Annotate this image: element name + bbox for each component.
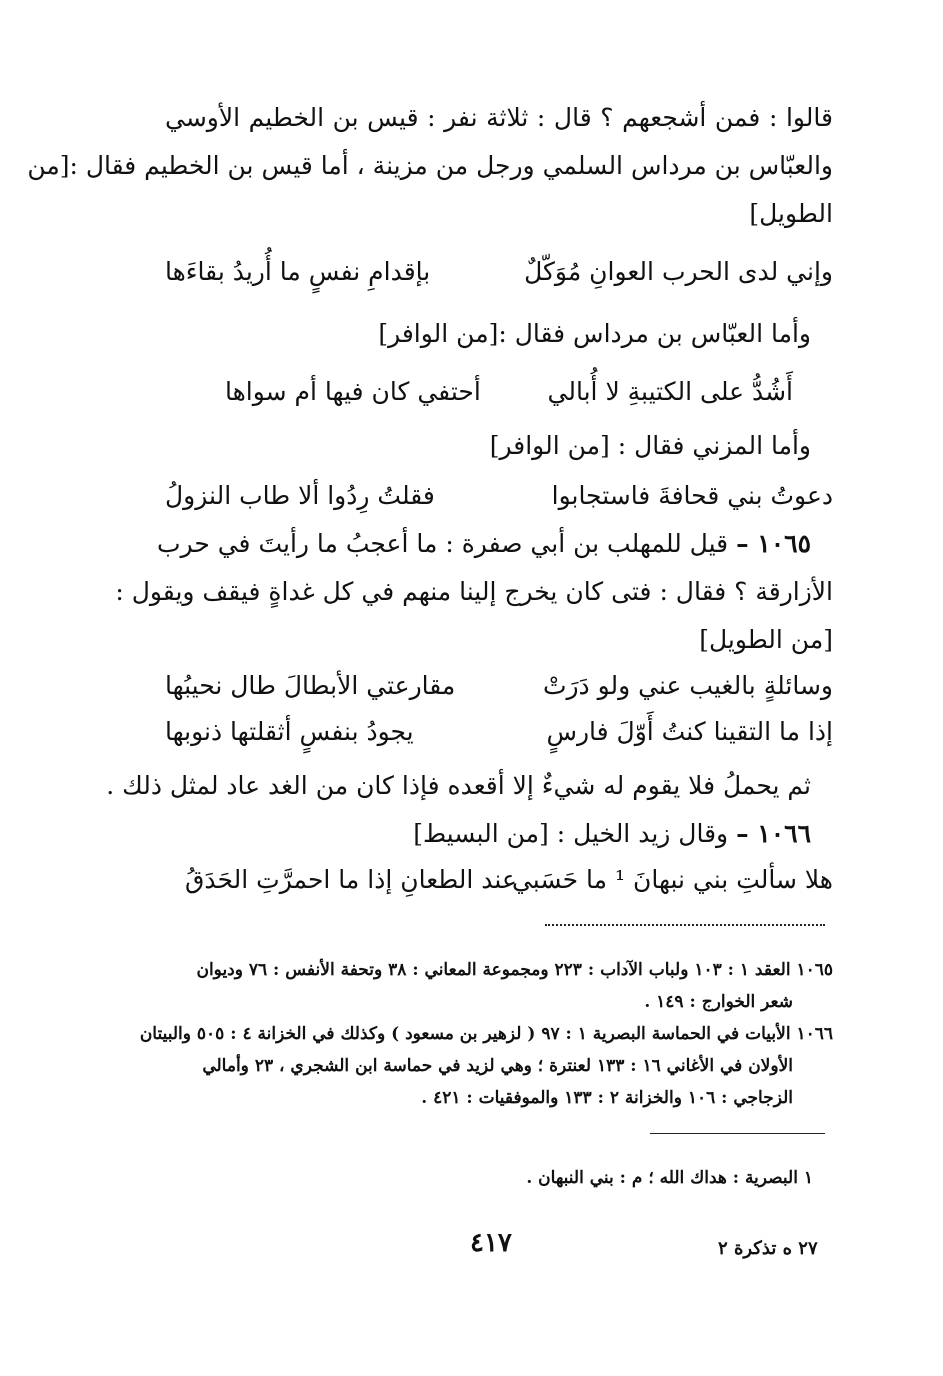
verse <box>165 372 833 412</box>
entry-number: ١٠٦٥ – <box>736 529 811 558</box>
printer-signature: ٢٧ ‌ه تذكرة ٢ <box>718 1238 818 1259</box>
page-number: ٤١٧ <box>470 1228 512 1258</box>
footnote-line: الأولان في الأغاني ١٦ : ١٣٣ لعنترة ؛ وهي لزيد في حماسة ابن الشجري ، ٢٣ وأمالي <box>202 1056 793 1076</box>
footnote-rule <box>650 1133 825 1134</box>
verse-first-hemistich: هلا سألتِ بني نبهانَ ¹ ما حَسَبي <box>511 865 833 894</box>
verse-second-hemistich: بإقدامِ نفسٍ ما أُريدُ بقاءَها <box>165 257 431 286</box>
entry-text: وقال زيد الخيل : [من البسيط] <box>413 819 729 848</box>
verse-second-hemistich: يجودُ بنفسٍ أثقلتها ذنوبها <box>165 717 414 746</box>
verse-first-hemistich: إذا ما التقينا كنتُ أَوّلَ فارسٍ <box>546 717 833 746</box>
verse-second-hemistich: عند الطعانِ إذا ما احمرَّتِ الحَدَقُ <box>185 865 517 894</box>
footnote-line: ١٠٦٦ الأبيات في الحماسة البصرية ١ : ٩٧ ( لزهير بن مسعود ) وكذلك في الخزانة ٤ : ٥٠٥ والبيتان <box>139 1024 833 1044</box>
text-line: ثم يحملُ فلا يقوم له شيءٌ إلا أقعده فإذا كان من الغد عاد لمثل ذلك . <box>106 771 811 800</box>
verse-second-hemistich: أحتفي كان فيها أم سواها <box>225 377 481 406</box>
verse <box>165 476 833 516</box>
verse-second-hemistich: مقارعتي الأبطالَ طال نحيبُها <box>165 671 456 700</box>
entry-number: ١٠٦٦ – <box>736 819 811 848</box>
verse <box>165 252 833 292</box>
verse <box>165 712 833 752</box>
entry-1065 <box>156 524 833 564</box>
verse-first-hemistich: وسائلةٍ بالغيب عني ولو دَرَتْ <box>542 671 833 700</box>
verse <box>165 860 833 900</box>
footnote-line: ١٠٦٥ العقد ١ : ١٠٣ ولباب الآداب : ٢٢٣ ومجموعة المعاني : ٣٨ وتحفة الأنفس : ٧٦ وديوان <box>196 960 833 980</box>
text-line: الطويل] <box>749 199 833 228</box>
dotted-separator <box>545 924 825 926</box>
entry-1066 <box>165 814 833 854</box>
verse-first-hemistich: دعوتُ بني قحافةَ فاستجابوا <box>551 481 833 510</box>
text-line: الأزارقة ؟ فقال : فتى كان يخرج إلينا منهم في كل غداةٍ فيقف ويقول : <box>115 577 833 606</box>
text-line: والعبّاس بن مرداس السلمي ورجل من مزينة ، أما قيس بن الخطيم فقال :[من <box>27 151 833 180</box>
footnote-line: الزجاجي : ١٠٦ والخزانة ٢ : ١٣٣ والموفقيات : ٤٢١ . <box>421 1088 793 1108</box>
verse-first-hemistich: أَشُدُّ على الكتيبةِ لا أُبالي <box>547 377 793 406</box>
verse <box>165 666 833 706</box>
verse-first-hemistich: وإني لدى الحرب العوانِ مُوَكّلٌ <box>524 257 833 286</box>
text-line: [من الطويل] <box>699 625 833 654</box>
footnote-line: شعر الخوارج : ١٤٩ . <box>644 992 793 1012</box>
text-line: وأما العبّاس بن مرداس فقال :[من الوافر] <box>378 319 811 348</box>
variant-footnote: ١ البصرية : هداك الله ؛ م : بني النبهان . <box>526 1168 813 1188</box>
verse-second-hemistich: فقلتُ رِدُوا ألا طاب النزولُ <box>165 481 435 510</box>
text-line: قالوا : فمن أشجعهم ؟ قال : ثلاثة نفر : قيس بن الخطيم الأوسي <box>165 103 833 132</box>
text-line: وأما المزني فقال : [من الوافر] <box>489 431 811 460</box>
entry-text: قيل للمهلب بن أبي صفرة : ما أعجبُ ما رأيتَ في حرب <box>156 529 729 558</box>
